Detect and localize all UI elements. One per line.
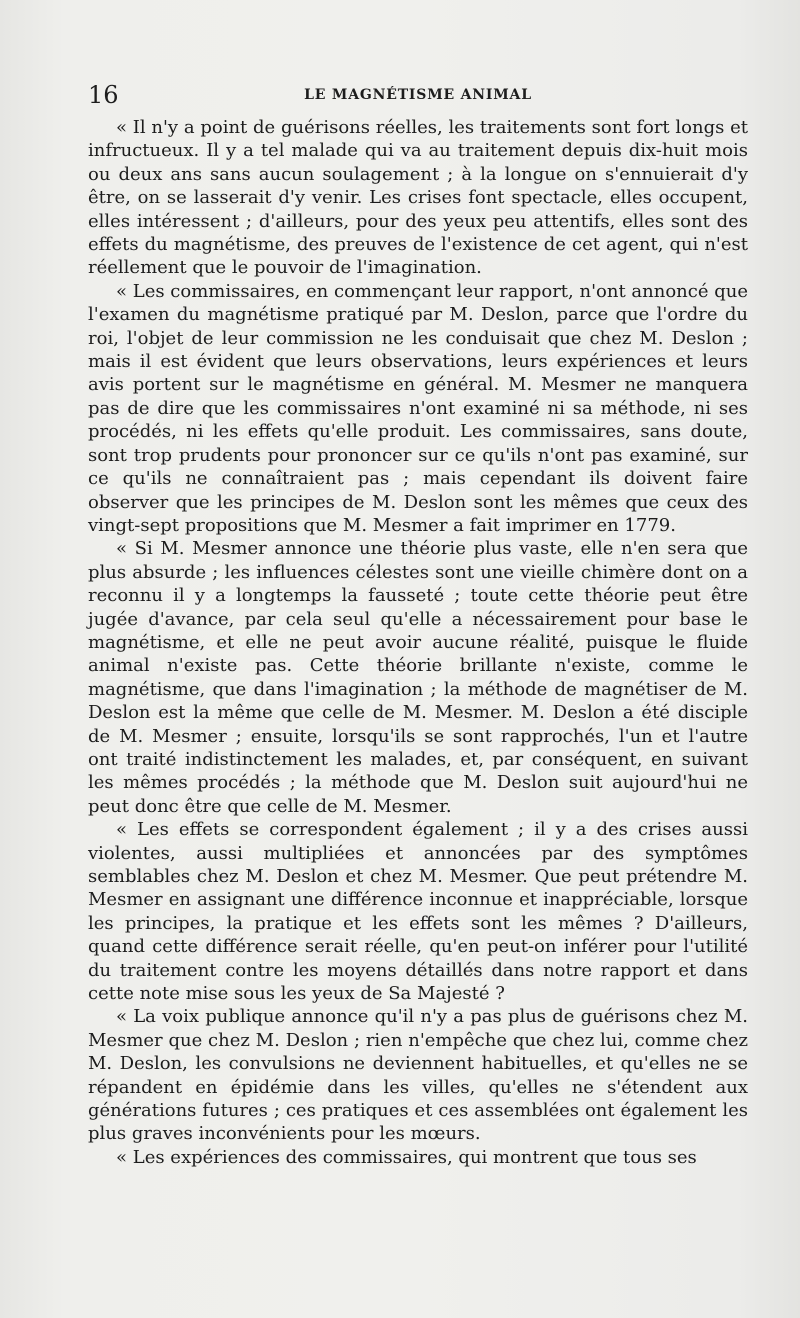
paragraph: « Les effets se correspondent également ; il y a des crises aussi violentes, aussi multipliées et annoncées par des symptômes semblables chez M. Deslon et chez M. Mesmer. Que peut prétendre M. Mesmer en assignant une différence inconnue et inappréciable, lorsque les principes, la pratique et les effets sont les mêmes ? D'ailleurs, quand cette différence serait réelle, qu'en peut-on inférer pour l'utilité du traitement contre les moyens détaillés dans notre rapport et dans cette note mise sous les yeux de Sa Majesté ? [88,819,748,1005]
paragraph: « Si M. Mesmer annonce une théorie plus vaste, elle n'en sera que plus absurde ; les influences célestes sont une vieille chimère dont on a reconnu il y a longtemps la fausseté ; toute cette théorie peut être jugée d'avance, par cela seul qu'elle a nécessairement pour base le magnétisme, et elle ne peut avoir aucune réalité, puisque le fluide animal n'existe pas. Cette théorie brillante n'existe, comme le magnétisme, que dans l'imagination ; la méthode de magnétiser de M. Deslon est la même que celle de M. Mesmer. M. Deslon a été disciple de M. Mesmer ; ensuite, lorsqu'ils se sont rapprochés, l'un et l'autre ont traité indistinctement les malades, et, par conséquent, en suivant les mêmes procédés ; la méthode que M. Deslon suit aujourd'hui ne peut donc être que celle de M. Mesmer. [88,538,748,817]
paragraph: « Les expériences des commissaires, qui montrent que tous ses [116,1146,697,1168]
page-header [88,80,748,110]
paragraph: « Il n'y a point de guérisons réelles, les traitements sont fort longs et infructueux. Il y a tel malade qui va au traitement depuis dix-huit mois ou deux ans sans aucun soulagement ; à la longue on s'ennuierait d'y être, on se lasserait d'y venir. Les crises font spectacle, elles occupent, elles intéressent ; d'ailleurs, pour des yeux peu attentifs, elles sont des effets du magnétisme, des preuves de l'existence de cet agent, qui n'est réellement que le pouvoir de l'imagination. [88,117,748,279]
paragraph: « La voix publique annonce qu'il n'y a pas plus de guérisons chez M. Mesmer que chez M. Deslon ; rien n'empêche que chez lui, comme chez M. Deslon, les convulsions ne deviennent habituelles, et qu'elles ne se répandent en épidémie dans les villes, qu'elles ne s'étendent aux générations futures ; ces pratiques et ces assemblées ont également les plus graves inconvénients pour les mœurs. [88,1006,748,1145]
paragraph: « Les commissaires, en commençant leur rapport, n'ont annoncé que l'examen du magnétisme pratiqué par M. Deslon, parce que l'ordre du roi, l'objet de leur commission ne les conduisait que chez M. Deslon ; mais il est évident que leurs observations, leurs expériences et leurs avis portent sur le magnétisme en général. M. Mesmer ne manquera pas de dire que les commissaires n'ont examiné ni sa méthode, ni ses procédés, ni les effets qu'elle produit. Les commissaires, sans doute, sont trop prudents pour prononcer sur ce qu'ils n'ont pas examiné, sur ce qu'ils ne connaîtraient pas ; mais cependant ils doivent faire observer que les principes de M. Deslon sont les mêmes que ceux des vingt-sept propositions que M. Mesmer a fait imprimer en 1779. [88,280,748,536]
page-number: 16 [88,81,119,109]
body-text [88,116,748,1169]
running-title: LE MAGNÉTISME ANIMAL [304,87,532,103]
